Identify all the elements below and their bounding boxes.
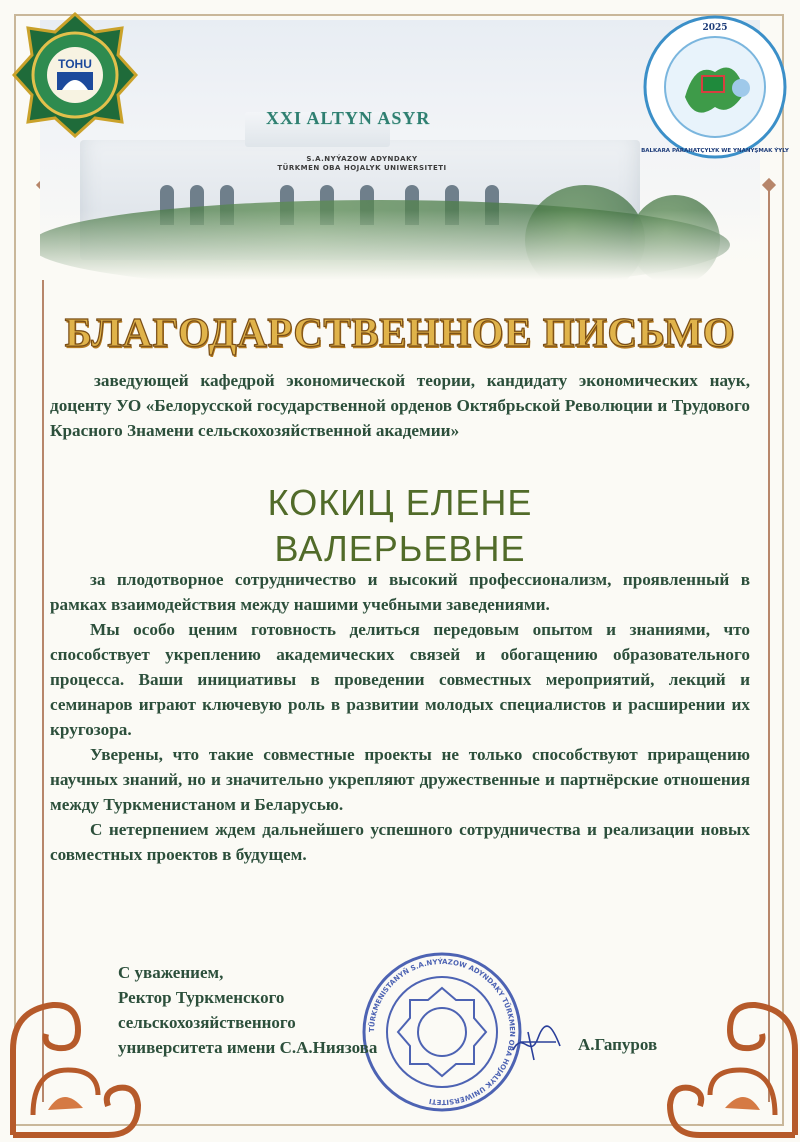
ornament-left-icon [8, 990, 148, 1140]
svg-text:TOHU: TOHU [58, 57, 92, 71]
university-stamp-icon [360, 950, 525, 1115]
letter-body [50, 567, 750, 867]
body-paragraph-1: за плодотворное сотрудничество и высокий профессионализм, проявленный в рамках взаимодействия между нашими учебными заведениями. [50, 570, 750, 614]
university-logo-icon [12, 12, 138, 138]
peace-year-emblem-icon [640, 12, 790, 162]
campus-sign: XXI ALTYN ASYR [266, 108, 431, 128]
recipient-position: заведующей кафедрой экономической теории, кандидату экономических наук, доценту УО «Белорусской государственной орденов Октябрьской Революции и Трудового Красного Знамени сельскохозяйственной академии» [50, 371, 750, 440]
signer-name: А.Гапуров [578, 1035, 658, 1054]
campus-name: S.A.NYÝAZOW ADYNDAKY TÜRKMEN OBA HOJALYK UNIWERSITETI [277, 155, 447, 172]
body-paragraph-3: Уверены, что такие совместные проекты не только способствуют приращению научных знаний, но и значительно укрепляют дружественные и партнёрские отношения между Туркменистаном и Беларусью. [50, 745, 750, 814]
letter-title: БЛАГОДАРСТВЕННОЕ ПИСЬМО [64, 309, 736, 355]
ornament-right-icon [660, 990, 800, 1140]
svg-text:TÜRKMENISTANYŇ S.A.NYÝAZOW ADY: TÜRKMENISTANYŇ S.A.NYÝAZOW ADYNDAKY TÜRKMEN OBA HOJALYK UNIWERSITETI [367, 957, 517, 1107]
closing-block: С уважением, Ректор Туркменского сельскохозяйственного университета имени С.А.Ниязова [118, 963, 378, 1057]
body-paragraph-4: С нетерпением ждем дальнейшего успешного сотрудничества и реализации новых совместных проектов в будущем. [50, 820, 750, 864]
body-paragraph-2: Мы особо ценим готовность делиться передовым опытом и знаниями, что способствует укреплению академических связей и обогащению образовательного процесса. Ваши инициативы в проведении совместных мероприятий, лекций и семинаров играют ключевую роль в развитии молодых специалистов и расширении их кругозора. [50, 620, 750, 739]
rector-signature-icon [508, 1020, 568, 1065]
svg-text:2025: 2025 [702, 23, 728, 33]
svg-text:BALKARA PARAHATÇYLYK WE YNANYŞ: BALKARA PARAHATÇYLYK WE YNANYŞMAK ÝYLY [641, 148, 789, 154]
recipient-name: КОКИЦ ЕЛЕНЕ ВАЛЕРЬЕВНЕ [267, 482, 533, 569]
